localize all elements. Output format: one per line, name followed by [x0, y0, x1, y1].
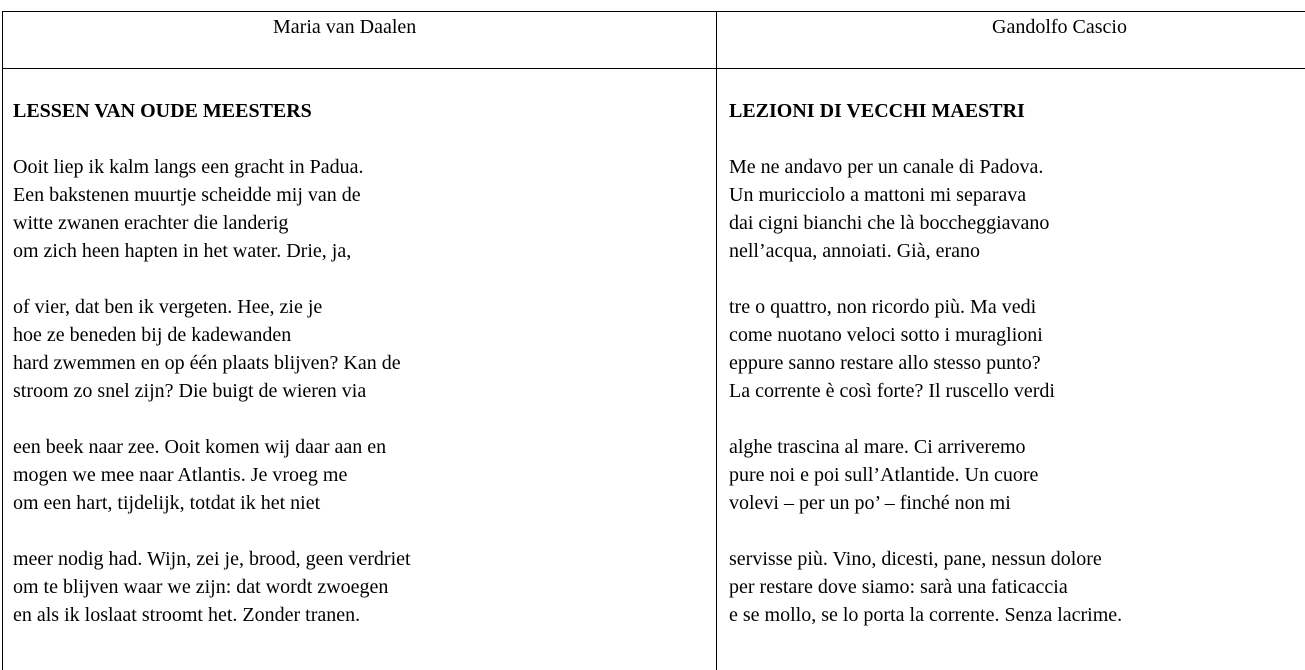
poem-line: Un muricciolo a mattoni mi separava — [729, 184, 1027, 206]
poem-line: e se mollo, se lo porta la corrente. Senza lacrime. — [729, 604, 1123, 626]
left-stanza-1 — [13, 153, 363, 265]
poem-line: om te blijven waar we zijn: dat wordt zwoegen — [13, 576, 389, 598]
right-poem-title: LEZIONI DI VECCHI MAESTRI — [729, 100, 1025, 122]
poem-line: come nuotano veloci sotto i muraglioni — [729, 324, 1043, 346]
poem-line: nell’acqua, annoiati. Già, erano — [729, 240, 980, 262]
left-stanza-3 — [13, 433, 386, 517]
left-stanza-2 — [13, 293, 401, 405]
poem-line: om een hart, tijdelijk, totdat ik het niet — [13, 492, 321, 514]
poem-line: servisse più. Vino, dicesti, pane, nessun dolore — [729, 548, 1102, 570]
poem-line: meer nodig had. Wijn, zei je, brood, geen verdriet — [13, 548, 411, 570]
poem-line: pure noi e poi sull’Atlantide. Un cuore — [729, 464, 1039, 486]
poem-line: of vier, dat ben ik vergeten. Hee, zie je — [13, 296, 323, 318]
poem-line: om zich heen hapten in het water. Drie, ja, — [13, 240, 352, 262]
poem-line: tre o quattro, non ricordo più. Ma vedi — [729, 296, 1037, 318]
right-stanza-1 — [729, 153, 1049, 265]
poem-line: per restare dove siamo: sarà una faticaccia — [729, 576, 1068, 598]
poem-line: hard zwemmen en op één plaats blijven? Kan de — [13, 352, 401, 374]
table-column-divider — [716, 11, 717, 670]
left-stanza-4 — [13, 545, 411, 629]
table-header-divider — [2, 68, 1305, 69]
left-author-name: Maria van Daalen — [273, 16, 417, 38]
right-stanza-4 — [729, 545, 1122, 629]
poem-line: en als ik loslaat stroomt het. Zonder tranen. — [13, 604, 361, 626]
poem-line: alghe trascina al mare. Ci arriveremo — [729, 436, 1026, 458]
poem-line: dai cigni bianchi che là boccheggiavano — [729, 212, 1050, 234]
left-poem-title: LESSEN VAN OUDE MEESTERS — [13, 100, 312, 122]
table-left-border — [2, 11, 3, 670]
poem-line: hoe ze beneden bij de kadewanden — [13, 324, 292, 346]
poem-line: volevi – per un po’ – finché non mi — [729, 492, 1011, 514]
poem-line: eppure sanno restare allo stesso punto? — [729, 352, 1041, 374]
poem-line: Me ne andavo per un canale di Padova. — [729, 156, 1044, 178]
poem-line: witte zwanen erachter die landerig — [13, 212, 289, 234]
poem-line: mogen we mee naar Atlantis. Je vroeg me — [13, 464, 348, 486]
right-stanza-2 — [729, 293, 1055, 405]
poem-line: Een bakstenen muurtje scheidde mij van de — [13, 184, 361, 206]
poem-line: Ooit liep ik kalm langs een gracht in Padua. — [13, 156, 364, 178]
right-stanza-3 — [729, 433, 1038, 517]
poem-line: La corrente è così forte? Il ruscello verdi — [729, 380, 1055, 402]
poem-line: stroom zo snel zijn? Die buigt de wieren via — [13, 380, 367, 402]
poem-line: een beek naar zee. Ooit komen wij daar aan en — [13, 436, 387, 458]
right-author-name: Gandolfo Cascio — [992, 16, 1127, 38]
table-top-border — [2, 11, 1305, 12]
